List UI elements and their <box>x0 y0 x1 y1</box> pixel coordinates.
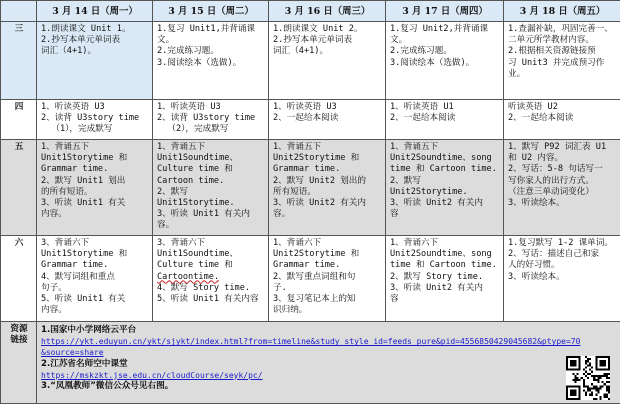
cell-line: 1、听读英语 U3 <box>157 102 221 112</box>
cell-g3-thu <box>386 22 504 100</box>
header-day-wed: 3 月 16 日（周三） <box>269 1 386 22</box>
cell-line: 的所有短语。 <box>41 186 93 197</box>
resource-item-3-text: 3.“凤凰教师”微信公众号见右图。 <box>41 381 174 392</box>
cell-line: 4、默写词组和重点 <box>41 271 115 282</box>
cell-line: （2），完成默写 <box>157 124 229 135</box>
cell-line: 2.抄写本单元单词表 <box>273 35 353 46</box>
resources-label: 资源 链接 <box>1 322 37 404</box>
cell-line: 2、默写 <box>157 186 188 197</box>
cell-g4-thu <box>386 100 504 140</box>
header-corner <box>1 1 37 22</box>
cell-line: 3、听读 Unit1 有关内 <box>157 209 250 220</box>
cell-line: 句子。 <box>41 282 67 293</box>
cell-line: 人的好习惯。 <box>508 260 560 271</box>
cell-g3-tue <box>153 22 269 100</box>
cell-line: Grammar time. <box>41 164 109 175</box>
cell-line: 3、听读 Unit2 有关内 <box>390 198 483 209</box>
cell-line: 写你家人的出行方式。 <box>508 175 594 186</box>
cell-line: Unit1Soundtime、 <box>157 249 239 260</box>
cell-line: Unit2Soundtime、song <box>390 249 492 260</box>
cell-line: 1.复习默写 1-2 课单词。 <box>508 238 613 248</box>
grade-row-3 <box>1 22 620 100</box>
cell-line: 5、听读 Unit1 有关内容 <box>157 294 259 305</box>
cell-line: 2、一起给本阅读 <box>390 113 456 124</box>
cell-line: 业。 <box>508 68 526 79</box>
cell-line: 1、默写 P92 词汇表 U1 <box>508 142 607 152</box>
cell-g6-mon <box>37 236 153 322</box>
cell-line: 3、听读绘本。 <box>508 271 565 282</box>
cell-line: 容 <box>390 294 399 305</box>
header-day-fri: 3 月 18 日（周五） <box>504 1 620 22</box>
cell-g3-mon <box>37 22 153 100</box>
cell-line: Grammar time. <box>273 164 341 175</box>
cell-line: 2、默写 <box>390 175 421 186</box>
cell-line: Unit2Soundtime、song <box>390 153 492 164</box>
cell-line: 容。 <box>273 209 291 220</box>
cell-line: 容 <box>390 209 399 220</box>
cell-line: （1），完成默写 <box>41 124 113 135</box>
cell-line: 2、读背 U3story time <box>41 113 140 124</box>
cell-line: 2、默写 Story time. <box>390 271 484 282</box>
cell-line: 所有短语。 <box>273 186 316 197</box>
cell-line: 3、听读 Unit2 有关内 <box>390 282 483 293</box>
cell-line: Culture time 和 <box>157 164 233 175</box>
grade-label: 四 <box>1 100 37 140</box>
cell-line: 词汇（4+1)。 <box>41 46 97 57</box>
grade-row-4 <box>1 100 620 140</box>
cell-line: Unit2Storytime. <box>390 186 468 197</box>
grade-row-6 <box>1 236 620 322</box>
cell-line: 1、背诵五下 <box>273 142 322 152</box>
cell-line: Unit1Storytime 和 <box>41 249 128 260</box>
cell-line: 听读英语 U2 <box>508 102 558 112</box>
cell-g5-tue <box>153 140 269 236</box>
cell-line: 1、听读英语 U3 <box>273 102 337 112</box>
cell-line: 3、听读 Unit2 有关内 <box>273 198 366 209</box>
cell-line: 1、背诵六下 <box>390 238 439 248</box>
cell-line: 2、写话：描述自己和家 <box>508 249 600 260</box>
header-day-tue: 3 月 15 日（周二） <box>153 1 269 22</box>
cell-line: 1.复习 Unit2,并背诵课 <box>390 24 489 34</box>
cell-line: 2、一起给本阅读 <box>508 113 574 124</box>
cell-line: Grammar time. <box>273 260 341 271</box>
grade-row-5 <box>1 140 620 236</box>
cell-line: 1、背诵五下 <box>157 142 206 152</box>
cell-g6-fri <box>504 236 620 322</box>
cell-line: 2.根据相关资源链接预 <box>508 46 596 57</box>
cell-line: Unit1Storytime. <box>157 198 235 209</box>
cell-g5-wed <box>269 140 386 236</box>
cell-line: 1、背诵五下 <box>41 142 90 152</box>
grade-label: 三 <box>1 22 37 100</box>
resources-cell <box>37 322 620 404</box>
cell-g3-wed <box>269 22 386 100</box>
cell-line: 2、写话：5-8 句话写一 <box>508 164 603 175</box>
cell-g5-thu <box>386 140 504 236</box>
cell-line: Unit2Storytime 和 <box>273 153 360 164</box>
cell-line: Culture time 和 <box>157 260 233 271</box>
resource-link-2[interactable]: https://mskzkt.jse.edu.cn/cloudCourse/seyk/pc/ <box>41 370 263 380</box>
resource-item-2-title: 2.江苏省名师空中课堂 <box>41 358 128 369</box>
cell-line: 二单元所学教材内容。 <box>508 35 594 46</box>
cell-g4-mon <box>37 100 153 140</box>
cell-line: 和 U2 内容。 <box>508 153 564 164</box>
grade-label: 六 <box>1 236 37 322</box>
cell-line: Unit2Storytime 和 <box>273 249 360 260</box>
cell-line: 4、默写 Story time. <box>157 282 251 293</box>
cell-line: 2.抄写本单元单词表 <box>41 35 121 46</box>
cell-line: 5、听读 Unit1 有关 <box>41 294 126 305</box>
cell-line: 1、背诵六下 <box>273 238 322 248</box>
cell-line: 1.朗读课文 Unit 2。 <box>273 24 363 34</box>
cell-line: 3.阅读绘本（选做)。 <box>157 57 242 68</box>
cell-line: 3、听读 Unit1 有关 <box>41 198 126 209</box>
cell-line: time 和 Cartoon time. <box>390 260 497 271</box>
cell-g6-thu <box>386 236 504 322</box>
cell-line: 2、读背 U3story time <box>157 113 256 124</box>
resources-row <box>1 322 620 404</box>
cell-line: Grammar time. <box>41 260 109 271</box>
resource-link-1a[interactable]: https://ykt.eduyun.cn/ykt/sjykt/index.html?from=timeline&study_style_id=feeds_pure&pid=4556850429045682&ptype=70 <box>41 337 581 347</box>
cell-line: 2.完成练习题。 <box>390 46 452 57</box>
cell-line: 3、背诵六下 <box>157 238 206 248</box>
cell-line: 1.朗读课文 Unit 1。 <box>41 24 131 34</box>
cell-line: 识归纳。 <box>273 305 308 316</box>
cell-line: Unit1Soundtime、 <box>157 153 239 164</box>
cell-g6-tue <box>153 236 269 322</box>
cell-line: Cartoon time. <box>157 175 225 186</box>
cell-line: 3、背诵六下 <box>41 238 90 248</box>
cell-line: 文。 <box>390 35 408 46</box>
resource-item-1-title: 1.国家中小学网络云平台 <box>41 325 137 335</box>
cell-line: 内容。 <box>41 305 67 316</box>
cell-line: 3、听读绘本。 <box>508 198 565 209</box>
cell-line: 2、一起给本阅读 <box>273 113 339 124</box>
cell-g3-fri <box>504 22 620 100</box>
cell-line: 1.复习 Unit1,并背诵课 <box>157 24 256 34</box>
cell-line: 3.阅读绘本（选做)。 <box>390 57 475 68</box>
cell-g5-mon <box>37 140 153 236</box>
cell-g4-tue <box>153 100 269 140</box>
cell-line: （注意三单动词变化） <box>508 186 594 197</box>
cell-line: 子. <box>273 282 287 293</box>
cell-line: 习 Unit3 并完成预习作 <box>508 57 605 68</box>
cell-line: 1、听读英语 U3 <box>41 102 105 112</box>
cell-g4-wed <box>269 100 386 140</box>
cell-g5-fri <box>504 140 620 236</box>
cell-line: 词汇（4+1)。 <box>273 46 329 57</box>
cell-g6-wed <box>269 236 386 322</box>
cell-line: Unit1Storytime 和 <box>41 153 128 164</box>
header-day-mon: 3 月 14 日（周一） <box>37 1 153 22</box>
header-day-thu: 3 月 17 日（周四） <box>386 1 504 22</box>
cell-line: 容。 <box>157 220 175 231</box>
cell-line: 1、背诵五下 <box>390 142 439 152</box>
cell-line: 1.查漏补缺，巩固完善一、 <box>508 24 613 34</box>
cell-line: 2.完成练习题。 <box>157 46 219 57</box>
cell-line: time 和 Cartoon time. <box>390 164 497 175</box>
cell-line: 1、听读英语 U1 <box>390 102 454 112</box>
cell-line: 2、默写 Unit1 划出 <box>41 175 126 186</box>
cell-line: 文。 <box>157 35 175 46</box>
cell-line: Cartoontime. <box>157 271 220 282</box>
grade-label: 五 <box>1 140 37 236</box>
qr-code-icon <box>566 356 610 400</box>
resource-link-1b[interactable]: &source=share <box>41 348 104 358</box>
cell-line: 2、默写 Unit2 划出的 <box>273 175 366 186</box>
cell-line: 内容。 <box>41 209 67 220</box>
cell-line: 3、复习笔记本上的知 <box>273 294 356 305</box>
header-row <box>1 1 620 22</box>
cell-line: 2、默写重点词组和句 <box>273 271 356 282</box>
cell-g4-fri <box>504 100 620 140</box>
